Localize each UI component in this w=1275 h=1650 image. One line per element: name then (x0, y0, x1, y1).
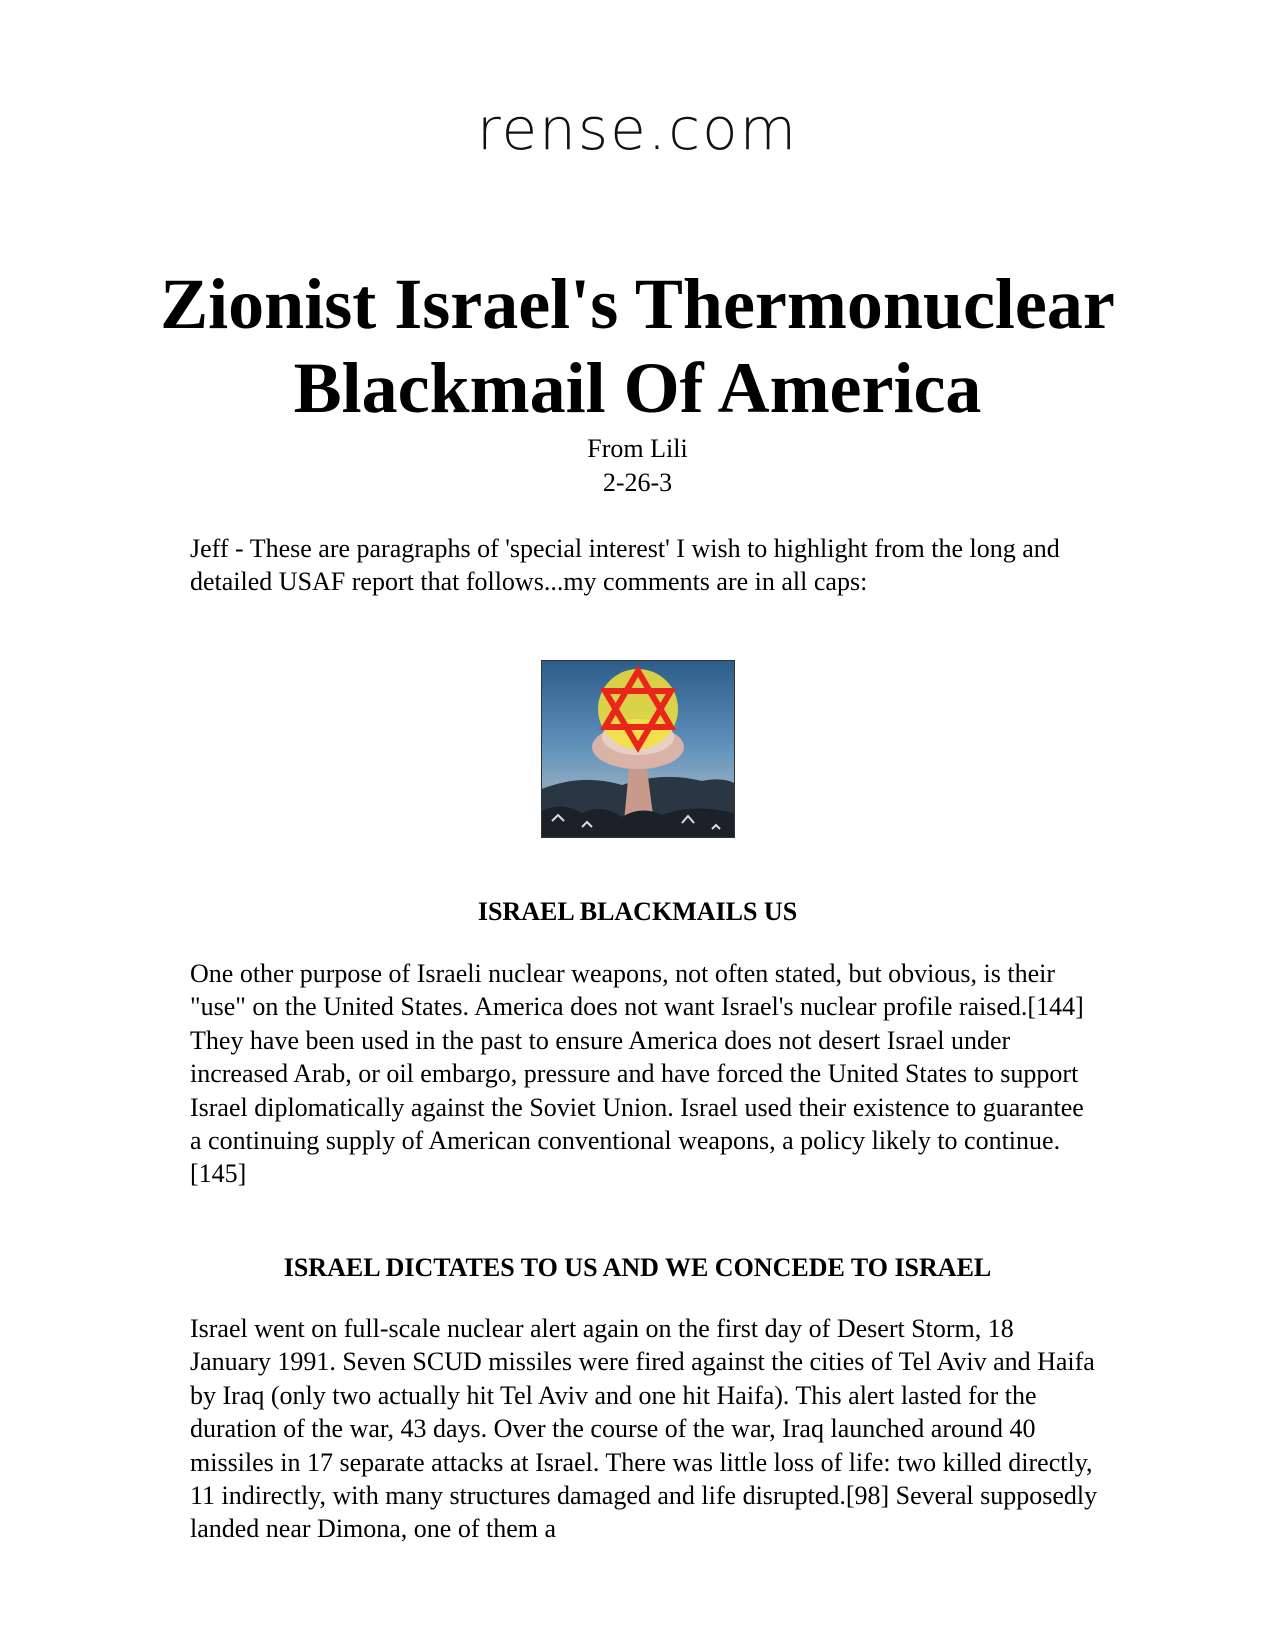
article-title-line-2: Blackmail Of America (293, 348, 982, 428)
section-paragraph-1: One other purpose of Israeli nuclear weapons, not often stated, but obvious, is their "use" on the United States. America does not want Israel's nuclear profile raised.[144] They have been used in the past to ensure America does not desert Israel under increased Arab, or oil embargo, pressure and have forced the United States to support Israel diplomatically against the Soviet Union. Israel used their existence to guarantee a continuing supply of American conventional weapons, a policy likely to continue.[145] (190, 959, 1084, 1189)
star-of-david-mushroom-cloud-image (541, 660, 735, 838)
intro-paragraph: Jeff - These are paragraphs of 'special interest' I wish to highlight from the long and detailed USAF report that follows...my comments are in all caps: (190, 534, 1060, 596)
section-paragraph-2: Israel went on full-scale nuclear alert again on the first day of Desert Storm, 18 January 1991. Seven SCUD missiles were fired against the cities of Tel Aviv and Haifa by Iraq (only two actually hit Tel Aviv and one hit Haifa). This alert lasted for the duration of the war, 43 days. Over the course of the war, Iraq launched around 40 missiles in 17 separate attacks at Israel. There was little loss of life: two killed directly, 11 indirectly, with many structures damaged and life disrupted.[98] Several supposedly landed near Dimona, one of them a (190, 1314, 1098, 1544)
glow-shape (598, 669, 678, 749)
article-title (0, 262, 1275, 430)
site-logo[interactable]: rense.com (476, 95, 799, 163)
section-heading-1: ISRAEL BLACKMAILS US (477, 897, 798, 926)
section-heading-2: ISRAEL DICTATES TO US AND WE CONCEDE TO ISRAEL (283, 1253, 992, 1282)
byline-from: From Lili (587, 434, 688, 463)
byline (0, 432, 1275, 500)
byline-date: 2-26-3 (602, 468, 673, 497)
mushroom-cloud-icon (542, 661, 734, 837)
article-title-line-1: Zionist Israel's Thermonuclear (160, 264, 1115, 344)
